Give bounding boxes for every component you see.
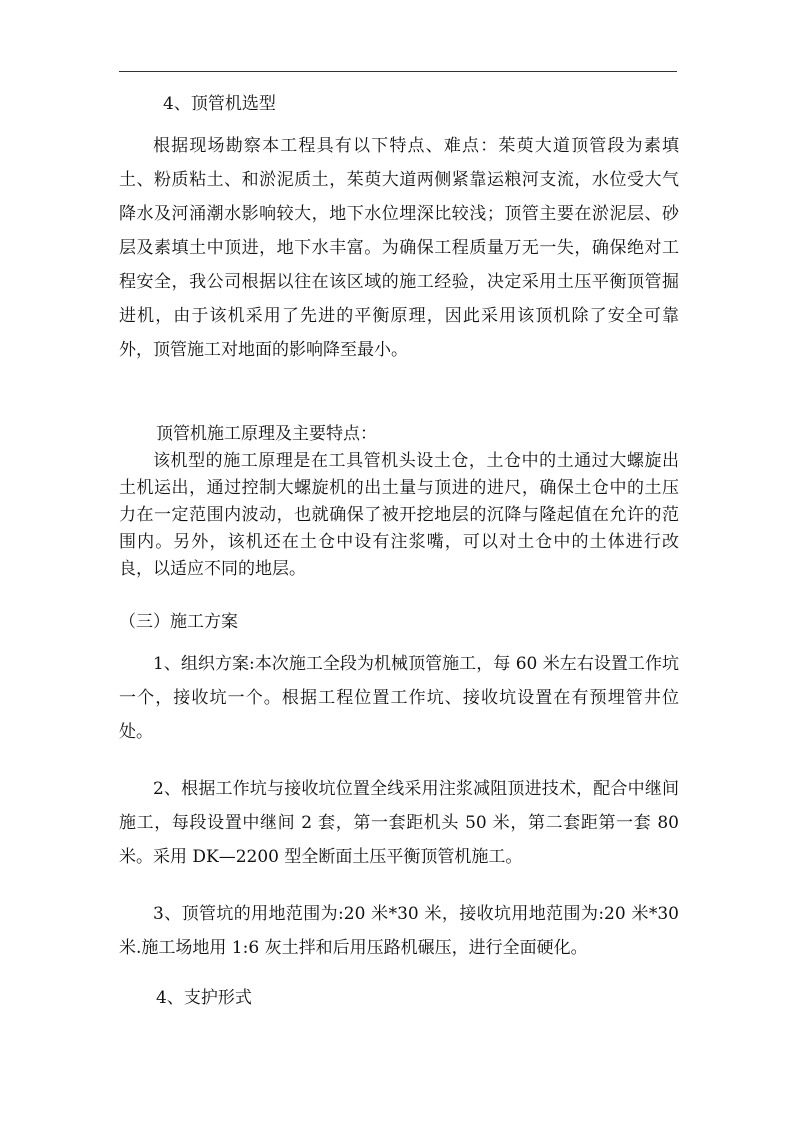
heading-text: 4、顶管机选型: [163, 94, 276, 114]
header-rule: [119, 71, 677, 72]
section-machine-principle: [119, 421, 679, 583]
paragraph-site-conditions: 根据现场勘察本工程具有以下特点、难点：茱萸大道顶管段为素填土、粉质粘土、和淤泥质土，茱萸大道两侧紧靠运粮河支流，水位受大气降水及河涌潮水影响较大，地下水位埋深比较浅；顶管主要在淤泥层、砂层及素填土中顶进，地下水丰富。为确保工程质量万无一失，确保绝对工程安全，我公司根据以往在该区域的施工经验，决定采用土压平衡顶管掘进机，由于该机采用了先进的平衡原理，因此采用该顶机除了安全可靠外，顶管施工对地面的影响降至最小。: [119, 136, 679, 360]
heading-principle: 顶管机施工原理及主要特点：: [156, 424, 377, 444]
item-grouting-technique: 2、根据工作坑与接收坑位置全线采用注浆减阻顶进技术，配合中继间施工，每段设置中继间 2 套，第一套距机头 50 米，第二套距第一套 80 米。采用 DK—2200 型全断面土压平衡顶管机施工。: [119, 779, 679, 867]
paragraph-principle: 该机型的施工原理是在工具管机头设土仓，土仓中的土通过大螺旋出土机运出，通过控制大螺旋机的出土量与顶进的进尺，确保土仓中的土压力在一定范围内波动，也就确保了被开挖地层的沉降与隆起值在允许的范围内。另外，该机还在土仓中设有注浆嘴，可以对土仓中的土体进行改良，以适应不同的地层。: [119, 451, 679, 579]
section-heading-construction-plan: （三）施工方案: [119, 612, 238, 632]
heading-pipe-jacking-machine-selection: [119, 90, 679, 118]
item-organization-plan: 1、组织方案:本次施工全段为机械顶管施工，每 60 米左右设置工作坑一个，接收坑一个。根据工程位置工作坑、接收坑设置在有预埋管井位处。: [119, 654, 679, 742]
item-site-area: 3、顶管坑的用地范围为:20 米*30 米，接收坑用地范围为:20 米*30 米.施工场地用 1:6 灰土拌和后用压路机碾压，进行全面硬化。: [119, 904, 679, 958]
item-support-form: 4、支护形式: [156, 988, 252, 1008]
